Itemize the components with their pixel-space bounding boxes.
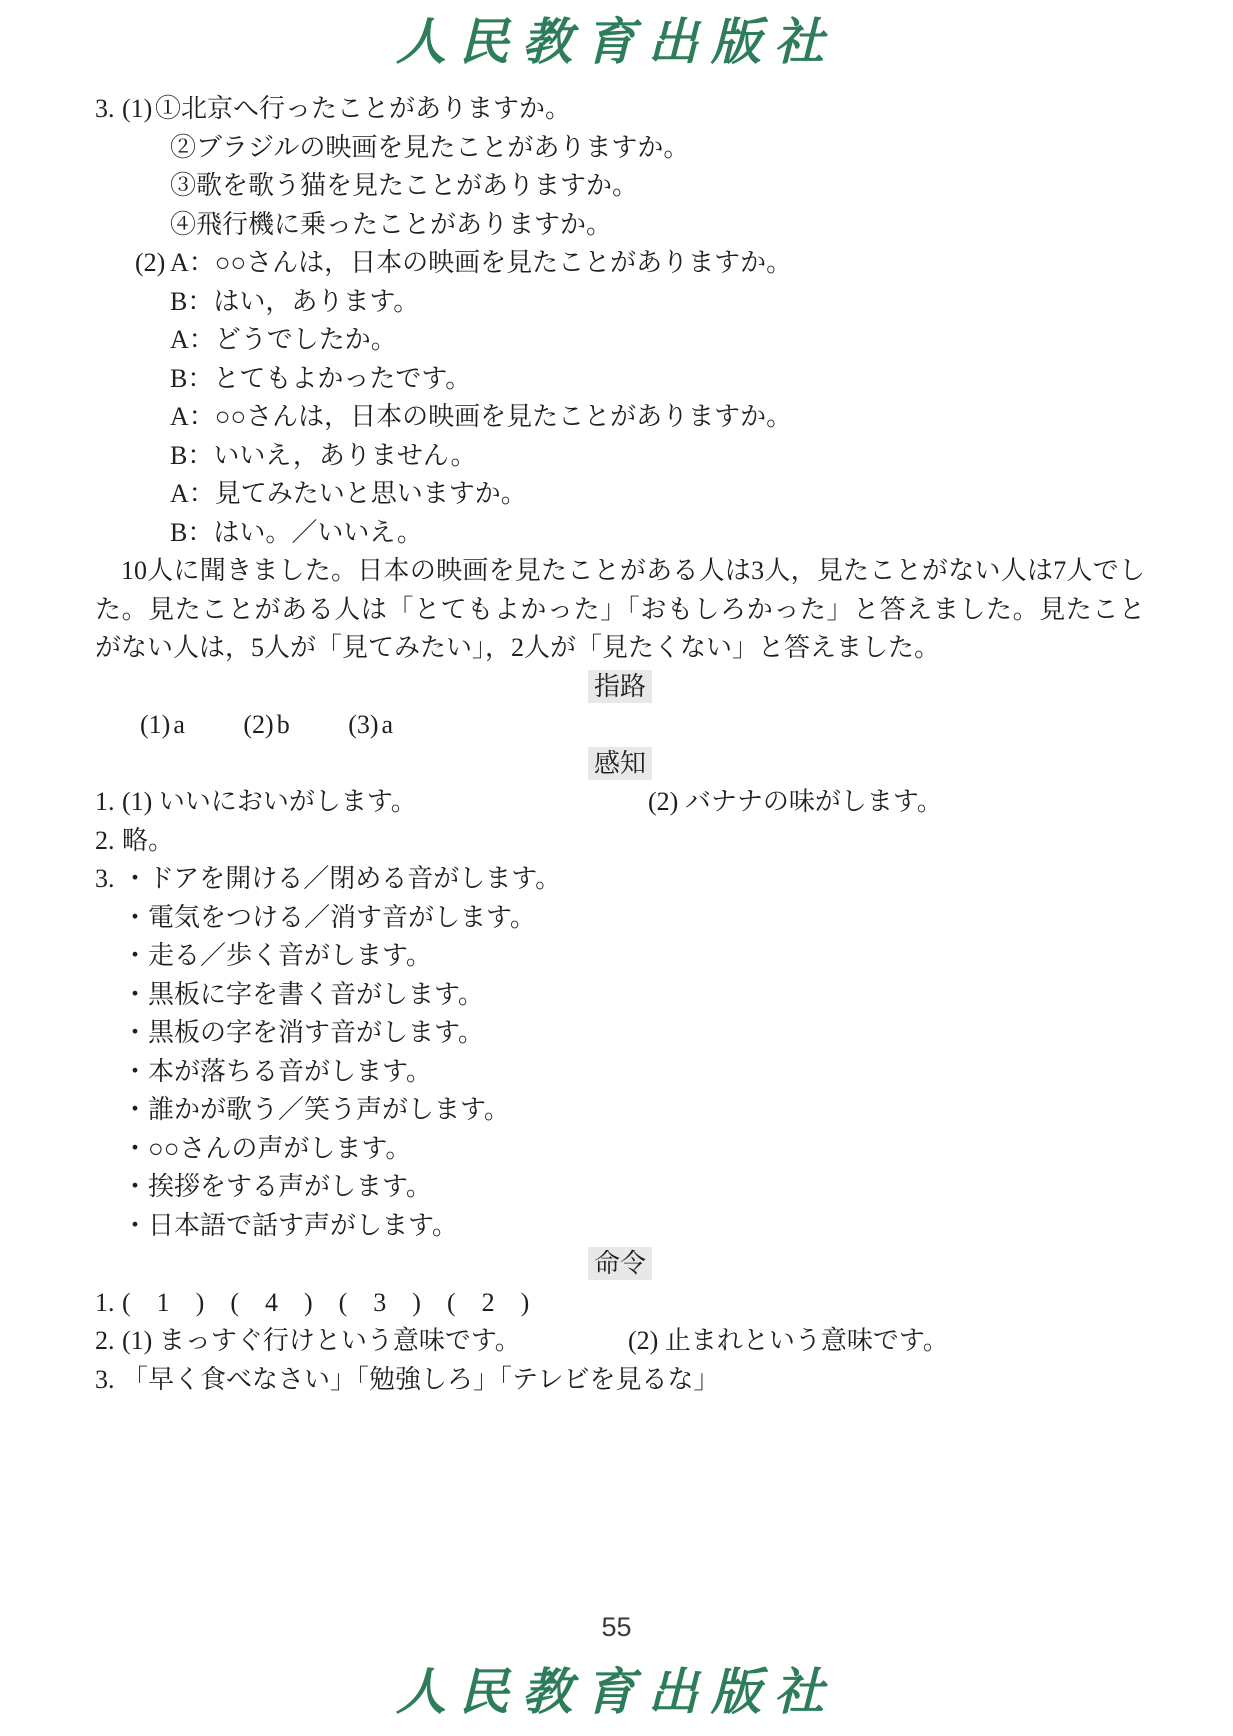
bullet-row: [95, 1014, 1145, 1053]
answer-value: a: [381, 710, 394, 739]
answer-label: (2): [243, 710, 274, 739]
bullet-glyph: ・: [122, 1172, 149, 1201]
answer-value: b: [276, 710, 290, 739]
meirei-answer-2b: (2) 止まれという意味です。: [628, 1326, 949, 1355]
kanchi-answer-1a: (1) いいにおいがします。: [122, 787, 417, 816]
part-1-label: (1): [122, 94, 153, 123]
section-heading-kanchi: 感知: [588, 747, 652, 780]
bullet-glyph: ・: [122, 1018, 149, 1047]
bullet-item: 本が落ちる音がします。: [148, 1056, 432, 1086]
dialogue-line: A：○○さんは，日本の映画を見たことがありますか。: [170, 402, 793, 431]
part-2-first-line: [95, 244, 1145, 283]
dialogue-line: B：とてもよかったです。: [170, 363, 472, 393]
section-heading-row: [95, 745, 1145, 784]
dialogue-line: B：はい，あります。: [170, 286, 420, 316]
section-heading-row: [95, 668, 1145, 707]
meirei-item-2: [95, 1322, 1145, 1361]
publisher-logo-top: 人民教育出版社: [396, 14, 837, 70]
bullet-row: [95, 1207, 1145, 1246]
bullet-row: [95, 1130, 1145, 1169]
bullet-item: ドアを開ける／閉める音がします。: [148, 864, 562, 893]
kanchi-item-2: [95, 822, 1145, 861]
section-heading-shiro: 指路: [588, 670, 652, 703]
dialogue-line: A：見てみたいと思いますか。: [170, 479, 527, 508]
bullet-item: 黒板に字を書く音がします。: [148, 979, 484, 1009]
bullet-item: 日本語で話す声がします。: [148, 1210, 458, 1240]
item-number: 1.: [95, 787, 115, 816]
bullet-glyph: ・: [122, 1133, 149, 1163]
bullet-glyph: ・: [122, 1210, 149, 1240]
bullet-glyph: ・: [122, 902, 149, 932]
question-number: 3.: [95, 94, 115, 123]
bullet-row: [95, 937, 1145, 976]
section-heading-row: [95, 1245, 1145, 1284]
answer-key-content: [95, 90, 1145, 1399]
bullet-row: [95, 899, 1145, 938]
bullet-item: 誰かが歌う／笑う声がします。: [148, 1095, 510, 1124]
meirei-ordering-answer: ( 1 ) ( 4 ) ( 3 ) ( 2 ): [122, 1287, 530, 1317]
part-1-line-1: ①北京へ行ったことがありますか。: [155, 94, 572, 123]
answer-item: [140, 710, 185, 739]
question-3-first-line: [95, 90, 1145, 129]
publisher-logo-bottom: 人民教育出版社: [396, 1664, 837, 1720]
item-number: 3.: [95, 1364, 115, 1394]
kanchi-item-3: [95, 860, 1145, 899]
dialogue-line: B：いいえ，ありません。: [170, 440, 477, 470]
answer-key-line: [95, 706, 1145, 745]
bullet-row: [95, 976, 1145, 1015]
bullet-item: 走る／歩く音がします。: [148, 941, 432, 970]
section-heading-meirei: 命令: [588, 1247, 652, 1280]
bullet-glyph: ・: [122, 864, 149, 893]
meirei-answer-3: 「早く食べなさい」「勉強しろ」「テレビを見るな」: [122, 1364, 720, 1394]
kanchi-answer-2: 略。: [122, 825, 175, 855]
bullet-item: 挨拶をする声がします。: [148, 1172, 432, 1201]
item-number: 1.: [95, 1287, 115, 1317]
item-number: 2.: [95, 1326, 115, 1355]
dialogue-line: A：どうでしたか。: [170, 325, 397, 354]
summary-paragraph: 10人に聞きました。日本の映画を見たことがある人は3人，見たことがない人は7人でした。見たことがある人は「とてもよかった」「おもしろかった」と答えました。見たことがない人は，5人が「見てみたい」，2人が「見たくない」と答えました。: [95, 556, 1145, 662]
item-number: 3.: [95, 864, 115, 893]
answer-item: [348, 710, 393, 739]
bullet-item: 黒板の字を消す音がします。: [148, 1018, 484, 1047]
dialogue-line: B：はい。／いいえ。: [170, 517, 423, 547]
answer-item: [243, 710, 289, 739]
kanchi-answer-1b: (2) バナナの味がします。: [648, 787, 943, 816]
page-number: 55: [601, 1612, 632, 1642]
kanchi-item-1: [95, 783, 1145, 822]
meirei-answer-2a: (1) まっすぐ行けという意味です。: [122, 1326, 521, 1355]
item-number: 2.: [95, 825, 115, 855]
meirei-item-3: [95, 1361, 1145, 1400]
bullet-row: [95, 1168, 1145, 1207]
bullet-glyph: ・: [122, 979, 149, 1009]
answer-label: (3): [348, 710, 379, 739]
bullet-glyph: ・: [122, 941, 149, 970]
dialogue-line: A：○○さんは，日本の映画を見たことがありますか。: [170, 248, 793, 277]
bullet-item: 電気をつける／消す音がします。: [148, 902, 536, 932]
answer-label: (1): [140, 710, 171, 739]
part-2-label: (2): [135, 248, 166, 277]
answer-value: a: [173, 710, 185, 739]
part-1-line-4: ④飛行機に乗ったことがありますか。: [170, 209, 613, 239]
bullet-item: ○○さんの声がします。: [148, 1133, 412, 1163]
bullet-glyph: ・: [122, 1056, 149, 1086]
bullet-row: [95, 1053, 1145, 1092]
bullet-row: [95, 1091, 1145, 1130]
part-1-line-3: ③歌を歌う猫を見たことがありますか。: [170, 171, 639, 200]
meirei-item-1: [95, 1284, 1145, 1323]
part-1-line-2: ②ブラジルの映画を見たことがありますか。: [170, 132, 690, 162]
bullet-glyph: ・: [122, 1095, 149, 1124]
